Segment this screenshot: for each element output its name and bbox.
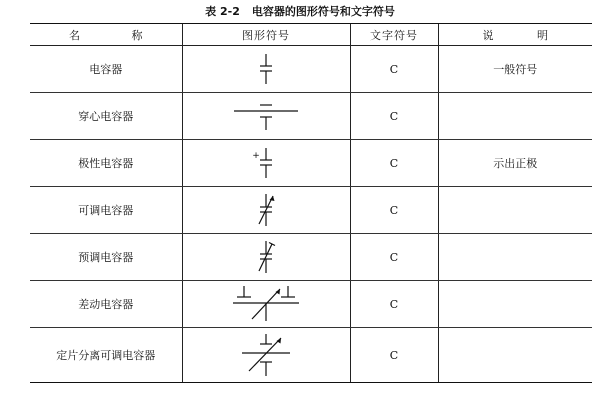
letter-symbol: C — [350, 328, 438, 383]
capacitor-general-symbol — [246, 51, 286, 87]
table-row — [30, 234, 592, 281]
header-letter-symbol: 文字符号 — [350, 24, 438, 46]
split-stator-capacitor-symbol — [236, 331, 296, 379]
component-name: 电容器 — [30, 46, 182, 93]
header-description: 说 明 — [438, 24, 592, 46]
polarized-capacitor-symbol — [246, 145, 286, 181]
table-caption — [0, 4, 600, 20]
graphic-symbol-cell — [182, 234, 350, 281]
header-graphic-symbol: 图形符号 — [182, 24, 350, 46]
table-number: 表 2-2 — [205, 5, 240, 18]
letter-symbol: C — [350, 46, 438, 93]
description — [438, 234, 592, 281]
table-row — [30, 187, 592, 234]
description — [438, 187, 592, 234]
description — [438, 281, 592, 328]
graphic-symbol-cell — [182, 187, 350, 234]
graphic-symbol-cell — [182, 46, 350, 93]
graphic-symbol-cell — [182, 328, 350, 383]
table-title: 电容器的图形符号和文字符号 — [251, 5, 395, 18]
table-row — [30, 140, 592, 187]
description: 一般符号 — [438, 46, 592, 93]
table-row — [30, 46, 592, 93]
component-name: 差动电容器 — [30, 281, 182, 328]
component-name: 定片分离可调电容器 — [30, 328, 182, 383]
graphic-symbol-cell — [182, 281, 350, 328]
description — [438, 93, 592, 140]
component-name: 极性电容器 — [30, 140, 182, 187]
table-row — [30, 93, 592, 140]
letter-symbol: C — [350, 140, 438, 187]
component-name: 可调电容器 — [30, 187, 182, 234]
variable-capacitor-symbol — [246, 190, 286, 230]
capacitor-symbol-table — [30, 23, 592, 383]
letter-symbol: C — [350, 187, 438, 234]
table-row — [30, 328, 592, 383]
differential-capacitor-symbol — [230, 283, 302, 325]
graphic-symbol-cell — [182, 93, 350, 140]
feedthrough-capacitor-symbol — [231, 98, 301, 134]
header-name: 名 称 — [30, 24, 182, 46]
letter-symbol: C — [350, 234, 438, 281]
component-name: 预调电容器 — [30, 234, 182, 281]
table-row — [30, 281, 592, 328]
graphic-symbol-cell — [182, 140, 350, 187]
description — [438, 328, 592, 383]
preset-capacitor-symbol — [246, 237, 286, 277]
letter-symbol: C — [350, 93, 438, 140]
description: 示出正极 — [438, 140, 592, 187]
plus-sign-icon: + — [252, 151, 260, 161]
letter-symbol: C — [350, 281, 438, 328]
table-header-row — [30, 24, 592, 46]
component-name: 穿心电容器 — [30, 93, 182, 140]
